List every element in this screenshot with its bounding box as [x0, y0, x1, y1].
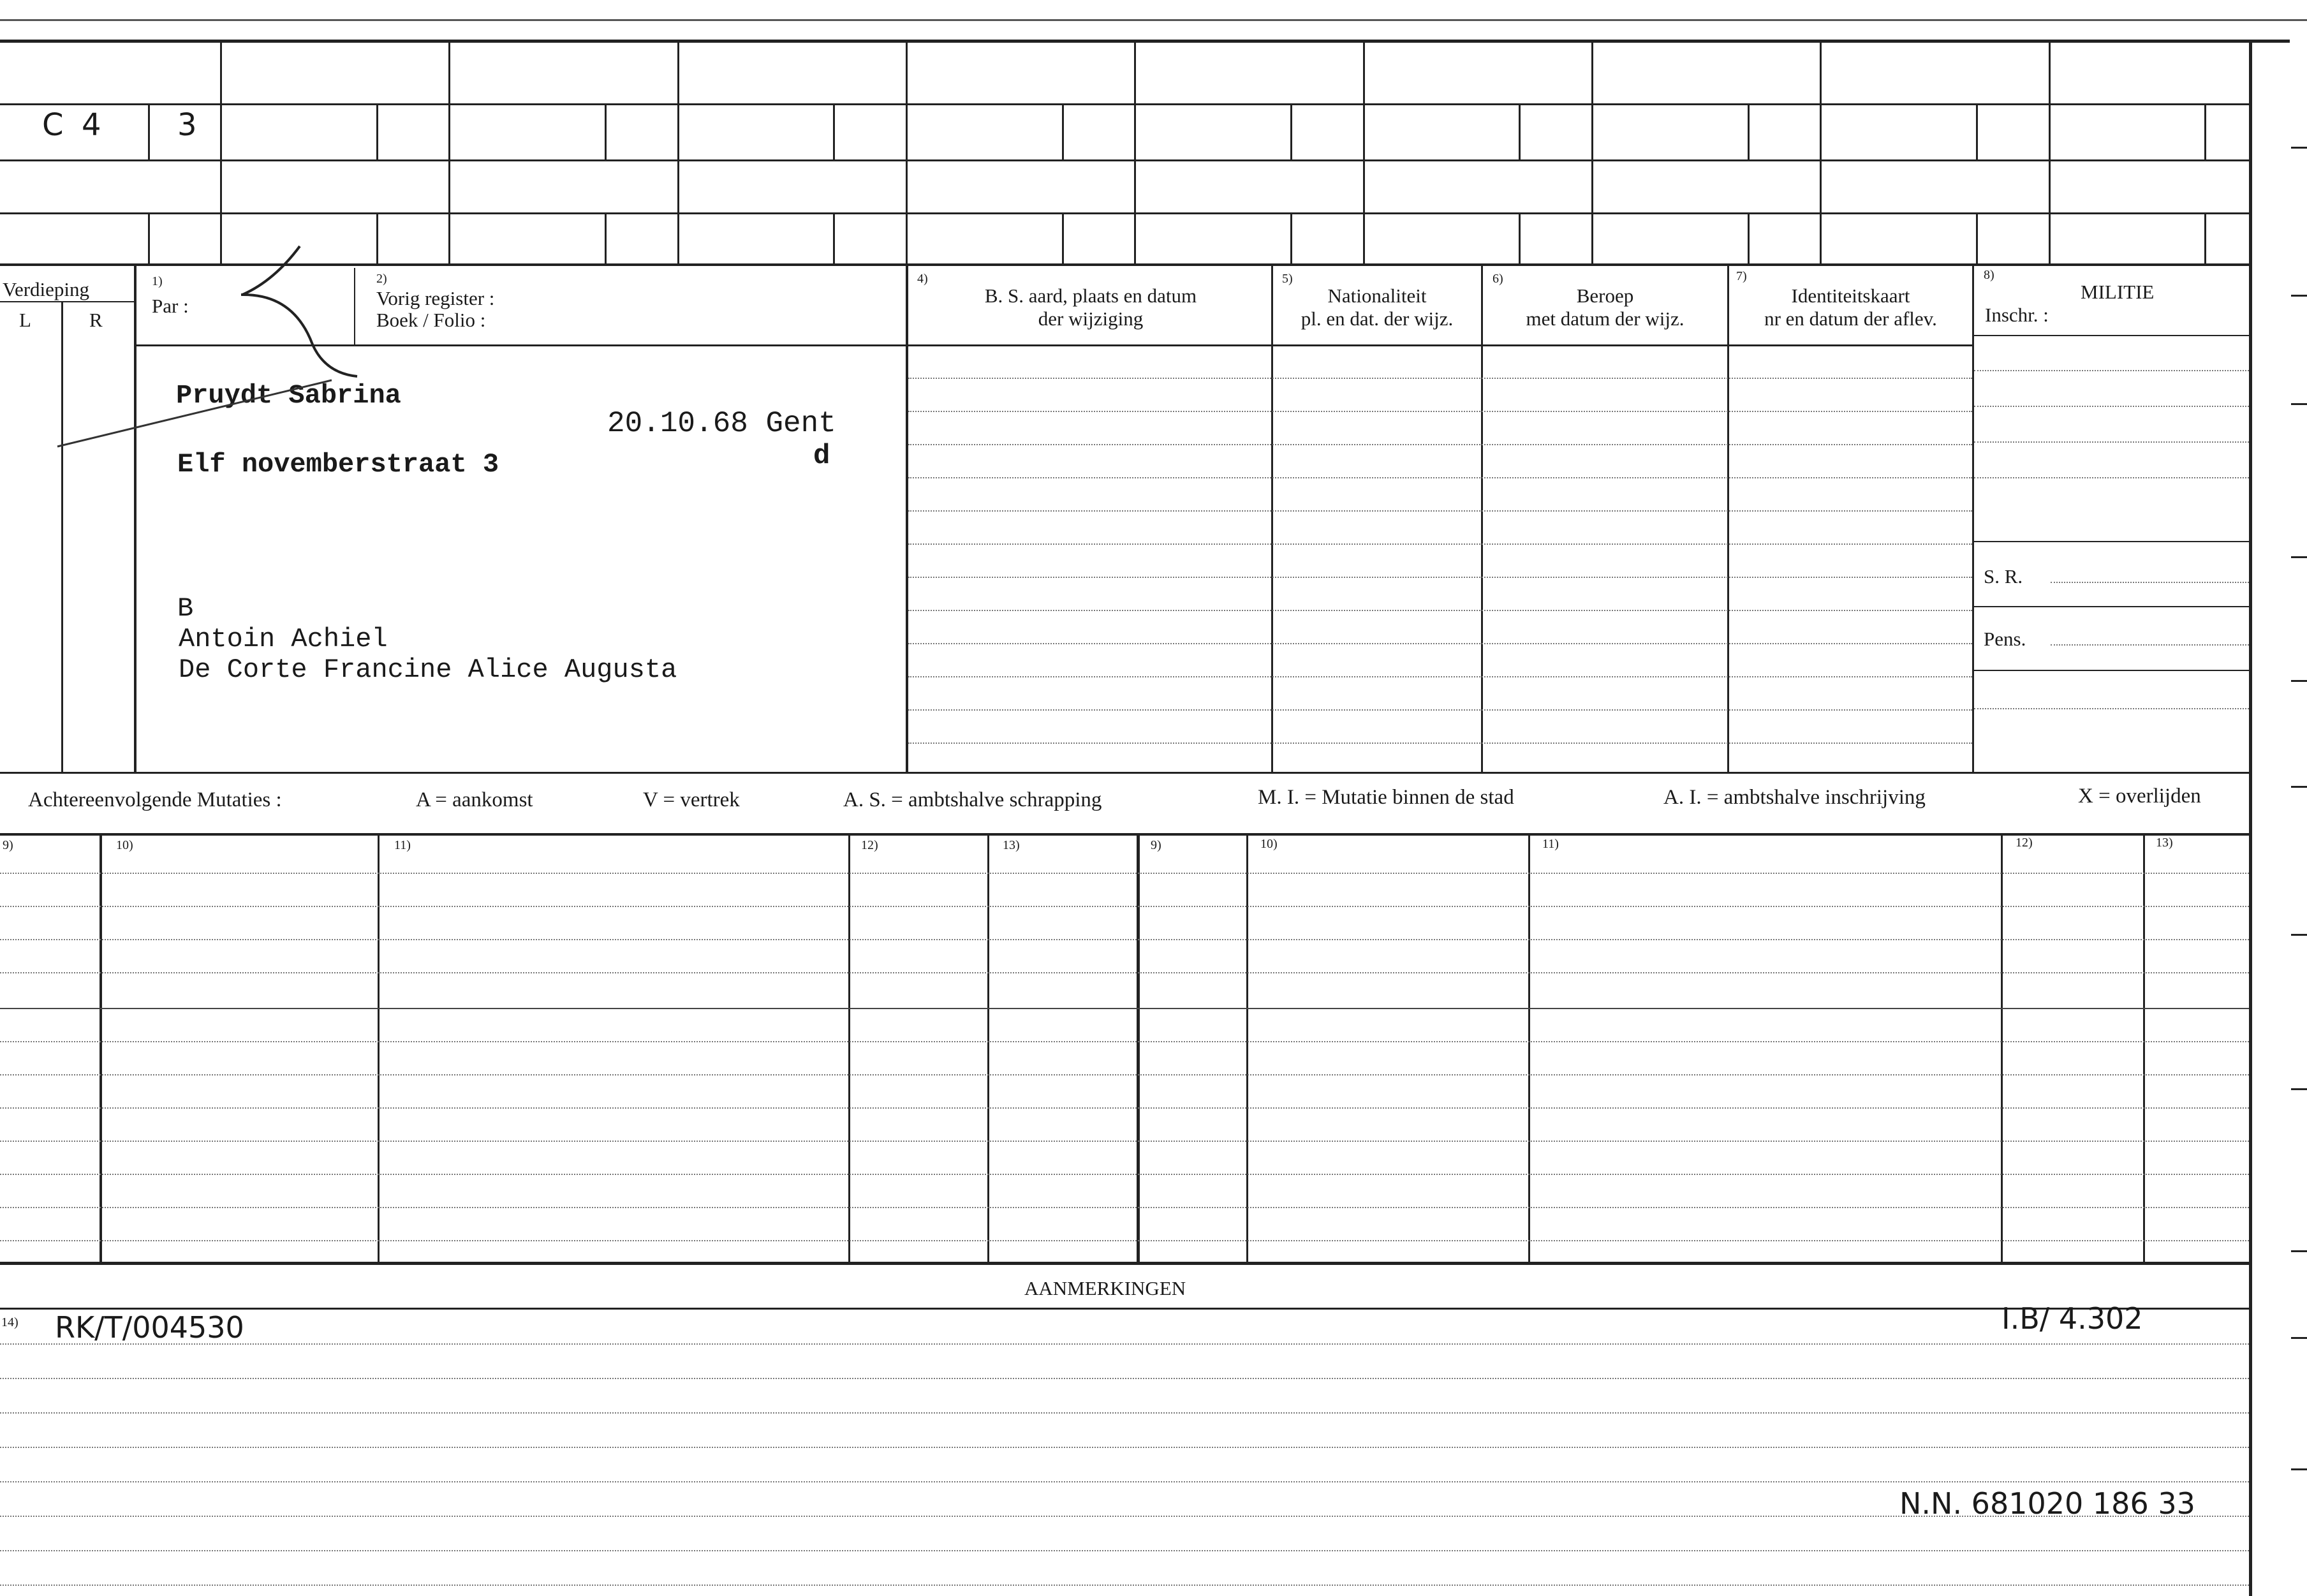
ruled-line — [0, 873, 2249, 874]
col-divider-center — [1137, 836, 1140, 1263]
mutation-col-9b: 9) — [1151, 838, 1161, 852]
inschr-label: Inschr. : — [1985, 304, 2049, 326]
grid-line — [0, 212, 2249, 214]
ruled-line — [0, 972, 2249, 973]
militie-title: MILITIE — [2081, 281, 2155, 303]
mutatie-overlijden: X = overlijden — [2078, 785, 2201, 808]
code-digit: 4 — [82, 107, 101, 143]
identiteitskaart-header — [1729, 284, 1972, 330]
left-label: L — [19, 309, 31, 331]
ruled-line — [0, 1412, 2249, 1414]
top-scan-edge — [0, 19, 2307, 21]
person-name: Pruydt Sabrina — [176, 380, 401, 411]
nationaliteit-header — [1273, 284, 1481, 330]
legend-top-line — [0, 772, 2249, 774]
edge-tick — [2291, 1088, 2307, 1090]
table-bottom-line — [0, 1262, 2249, 1265]
vorig-register-label: Vorig register : — [376, 287, 495, 309]
mutation-col-11b: 11) — [1542, 837, 1559, 851]
militie-line — [1974, 606, 2249, 607]
footnote-8: 8) — [1984, 268, 1994, 282]
ruled-line — [0, 1141, 2249, 1142]
grid-line — [1134, 40, 1136, 263]
grid-line — [0, 159, 2249, 161]
footnote-14: 14) — [1, 1315, 18, 1329]
ruled-line — [0, 1240, 2249, 1241]
footnote-2: 2) — [376, 272, 387, 286]
col-divider — [378, 836, 380, 1263]
ruled-line — [908, 676, 1972, 677]
militie-line — [2051, 644, 2249, 646]
footnote-5: 5) — [1282, 272, 1293, 286]
grid-tick — [1976, 103, 1978, 159]
ruled-line — [908, 543, 1972, 545]
ruled-line — [0, 1378, 2249, 1379]
mutatie-aankomst: A = aankomst — [416, 788, 533, 811]
nationaliteit-line2: pl. en dat. der wijz. — [1301, 307, 1454, 330]
grid-line — [2049, 40, 2051, 263]
ruled-line — [908, 709, 1972, 711]
ruled-line — [0, 1343, 2249, 1345]
grid-top-border — [0, 40, 2290, 43]
legend-bottom-line — [0, 833, 2249, 836]
grid-line — [448, 40, 450, 263]
nationaliteit-line1: Nationaliteit — [1327, 284, 1427, 307]
grid-tick — [376, 103, 378, 159]
bs-header-line2: der wijziging — [1038, 307, 1144, 330]
mutation-col-10b: 10) — [1260, 837, 1278, 851]
col-divider — [987, 836, 989, 1263]
bs-header — [912, 284, 1269, 330]
footnote-1: 1) — [152, 274, 163, 288]
ruled-line — [0, 1481, 2249, 1482]
edge-tick — [2291, 1250, 2307, 1252]
mutatie-vertrek: V = vertrek — [643, 788, 740, 811]
address: Elf novemberstraat 3 — [177, 449, 499, 480]
col-divider — [1481, 263, 1483, 772]
col-divider — [906, 263, 908, 772]
ruled-line — [0, 1107, 2249, 1109]
grid-tick — [1290, 212, 1292, 263]
sr-label: S. R. — [1984, 565, 2023, 587]
footnote-6: 6) — [1493, 272, 1503, 286]
mutation-col-12: 12) — [861, 838, 878, 852]
bs-header-line1: B. S. aard, plaats en datum — [984, 284, 1197, 307]
boek-folio-label: Boek / Folio : — [376, 309, 486, 331]
code-number: 3 — [177, 107, 197, 143]
mutaties-label: Achtereenvolgende Mutaties : — [28, 788, 282, 811]
ruled-line — [0, 1207, 2249, 1208]
grid-tick — [2204, 212, 2206, 263]
ruled-line — [0, 1516, 2249, 1517]
beroep-header — [1483, 284, 1727, 330]
mutation-col-13b: 13) — [2156, 836, 2173, 850]
col-divider — [1727, 263, 1729, 772]
edge-tick — [2291, 1337, 2307, 1339]
edge-tick — [2291, 147, 2307, 149]
strike-mark — [0, 242, 408, 459]
col-divider — [848, 836, 850, 1263]
edge-tick — [2291, 680, 2307, 682]
grid-line — [1591, 40, 1593, 263]
ruled-line — [0, 906, 2249, 907]
right-label: R — [89, 309, 103, 331]
militie-line — [1974, 370, 2249, 371]
mutatie-ambtshalve-inschrijving: A. I. = ambtshalve inschrijving — [1663, 786, 1926, 809]
col-divider — [1246, 836, 1248, 1263]
ruled-line — [0, 1041, 2249, 1042]
grid-tick — [605, 103, 607, 159]
aanmerkingen-title: AANMERKINGEN — [1024, 1277, 1186, 1299]
grid-tick — [1519, 103, 1521, 159]
grid-line — [906, 40, 908, 263]
mutation-col-10: 10) — [116, 838, 133, 852]
edge-tick — [2291, 786, 2307, 788]
edge-tick — [2291, 295, 2307, 297]
mother-name: De Corte Francine Alice Augusta — [179, 654, 677, 685]
ruled-line — [0, 1008, 2249, 1009]
ruled-line — [0, 1550, 2249, 1551]
grid-line — [1363, 40, 1365, 263]
militie-line — [1974, 441, 2249, 443]
militie-line — [1974, 477, 2249, 478]
militie-line — [1974, 541, 2249, 542]
grid-tick — [605, 212, 607, 263]
par-label: Par : — [152, 295, 189, 317]
verdieping-label: Verdieping — [3, 278, 90, 300]
edge-tick — [2291, 934, 2307, 936]
ruled-line — [908, 477, 1972, 478]
col-divider — [1528, 836, 1530, 1263]
ruled-line — [0, 1447, 2249, 1448]
code-letter: C — [42, 107, 64, 143]
mutation-col-9: 9) — [3, 838, 13, 852]
ruled-line — [0, 939, 2249, 940]
ruled-line — [908, 411, 1972, 412]
grid-tick — [1290, 103, 1292, 159]
grid-tick — [1062, 212, 1064, 263]
col-divider — [2001, 836, 2003, 1263]
grid-tick — [1519, 212, 1521, 263]
col-divider — [1972, 263, 1974, 772]
col-divider — [2143, 836, 2145, 1263]
ruled-line — [908, 610, 1972, 611]
edge-tick — [2291, 403, 2307, 405]
ruled-line — [0, 1585, 2249, 1586]
beroep-line2: met datum der wijz. — [1526, 307, 1684, 330]
grid-line — [677, 40, 679, 263]
mutation-col-12b: 12) — [2016, 836, 2033, 850]
col-divider — [100, 836, 102, 1263]
aanmerkingen-line — [0, 1308, 2249, 1310]
mutatie-binnen-stad: M. I. = Mutatie binnen de stad — [1258, 786, 1514, 809]
col-divider — [1271, 263, 1273, 772]
sex-code: d — [813, 440, 830, 472]
militie-line — [1974, 406, 2249, 407]
mutatie-ambtshalve-schrapping: A. S. = ambtshalve schrapping — [843, 788, 1102, 811]
militie-line — [1974, 708, 2249, 709]
ruled-line — [908, 378, 1972, 379]
ruled-line — [908, 743, 1972, 744]
beroep-line1: Beroep — [1576, 284, 1634, 307]
ruled-line — [908, 510, 1972, 512]
militie-line — [1974, 670, 2249, 671]
footnote-4: 4) — [917, 272, 928, 286]
mutation-col-11: 11) — [394, 838, 411, 852]
edge-tick — [2291, 1468, 2307, 1470]
ruled-line — [908, 444, 1972, 445]
grid-line — [0, 103, 2249, 105]
grid-tick — [1748, 103, 1750, 159]
birth-date-place: 20.10.68 Gent — [607, 407, 836, 440]
grid-tick — [1062, 103, 1064, 159]
footnote-7: 7) — [1736, 269, 1747, 283]
identiteitskaart-line2: nr en datum der aflev. — [1764, 307, 1937, 330]
grid-tick — [1748, 212, 1750, 263]
grid-line — [1820, 40, 1822, 263]
father-name: Antoin Achiel — [179, 624, 388, 654]
national-number: N.N. 681020 186 33 — [1899, 1486, 2195, 1521]
identiteitskaart-line1: Identiteitskaart — [1791, 284, 1910, 307]
header-bottom-line — [134, 344, 1972, 346]
ruled-line — [0, 1074, 2249, 1075]
edge-tick — [2291, 556, 2307, 558]
ruled-line — [0, 1174, 2249, 1175]
grid-tick — [148, 103, 150, 159]
grid-tick — [833, 212, 835, 263]
ruled-line — [908, 643, 1972, 644]
militie-line — [2051, 582, 2249, 583]
grid-tick — [833, 103, 835, 159]
right-border — [2249, 40, 2252, 1596]
relation-code: B — [177, 593, 194, 624]
militie-line — [1972, 335, 2249, 336]
register-reference: RK/T/004530 — [55, 1310, 244, 1345]
grid-line — [220, 40, 222, 263]
ruled-line — [908, 577, 1972, 578]
grid-tick — [2204, 103, 2206, 159]
pens-label: Pens. — [1984, 628, 2026, 650]
ib-reference: I.B/ 4.302 — [2001, 1301, 2143, 1336]
mutation-col-13: 13) — [1003, 838, 1020, 852]
grid-tick — [1976, 212, 1978, 263]
